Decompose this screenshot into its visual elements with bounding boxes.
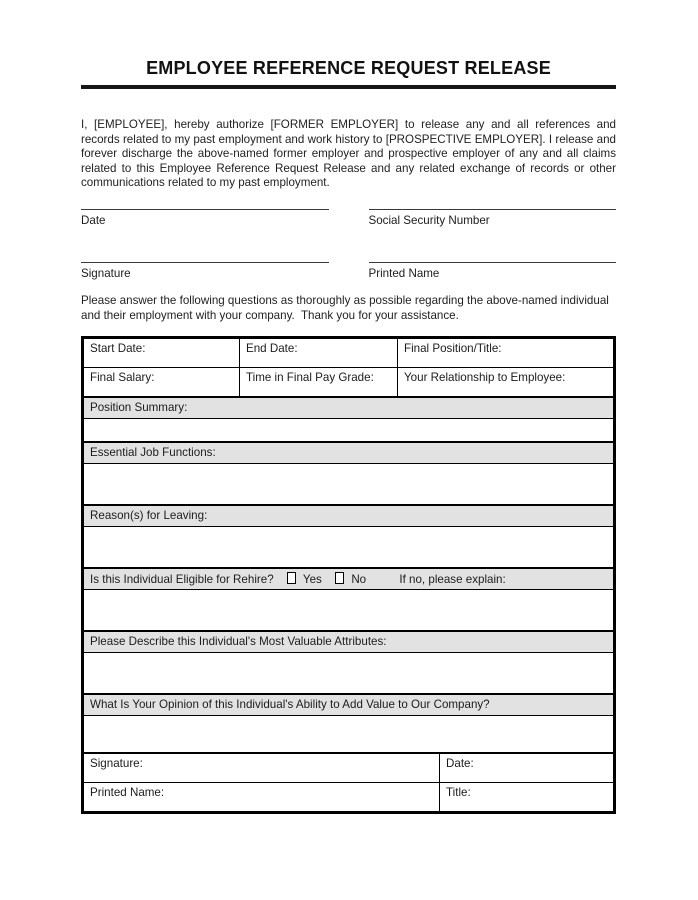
reason-leaving-label-cell <box>84 506 613 526</box>
attributes-label: Please Describe this Individual's Most Valuable Attributes: <box>90 635 387 649</box>
table-row-salary <box>84 367 613 396</box>
reason-leaving-label: Reason(s) for Leaving: <box>90 509 208 523</box>
time-in-grade-cell[interactable] <box>240 368 398 396</box>
position-summary-answer-row <box>84 418 613 441</box>
footer-signature-cell[interactable] <box>84 754 440 782</box>
instruction-paragraph: Please answer the following questions as thoroughly as possible regarding the above-named individual and their employment with your company. Thank you for your assistance. <box>81 293 613 322</box>
rehire-yes-label: Yes <box>302 573 322 587</box>
opinion-answer-area[interactable] <box>84 716 613 752</box>
start-date-label: Start Date: <box>90 342 146 356</box>
footer-date-label: Date: <box>446 757 474 771</box>
essential-functions-header <box>84 441 613 463</box>
footer-printed-name-label: Printed Name: <box>90 786 165 800</box>
rehire-label-cell <box>84 569 613 589</box>
essential-functions-answer-row <box>84 463 613 504</box>
footer-signature-label: Signature: <box>90 757 143 771</box>
attributes-header <box>84 630 613 652</box>
reason-leaving-answer-area[interactable] <box>84 527 613 567</box>
opinion-header <box>84 693 613 715</box>
attributes-answer-area[interactable] <box>84 653 613 693</box>
end-date-cell[interactable] <box>240 339 398 367</box>
relationship-label: Your Relationship to Employee: <box>404 371 566 385</box>
reason-leaving-answer-row <box>84 526 613 567</box>
rehire-explain-label: If no, please explain: <box>399 573 506 587</box>
footer-date-cell[interactable] <box>440 754 613 782</box>
time-in-grade-label: Time in Final Pay Grade: <box>246 371 374 385</box>
opinion-answer-row <box>84 715 613 752</box>
footer-printed-name-cell[interactable] <box>84 783 440 811</box>
attributes-answer-row <box>84 652 613 693</box>
signature-label: Signature <box>81 266 131 280</box>
table-row-dates <box>84 339 613 367</box>
position-summary-label: Position Summary: <box>90 401 188 415</box>
footer-title-cell[interactable] <box>440 783 613 811</box>
rehire-answer-area[interactable] <box>84 590 613 630</box>
essential-functions-label-cell <box>84 443 613 463</box>
final-position-cell[interactable] <box>398 339 613 367</box>
opinion-label-cell <box>84 695 613 715</box>
reason-leaving-header <box>84 504 613 526</box>
signature-field <box>81 262 329 280</box>
essential-functions-answer-area[interactable] <box>84 464 613 504</box>
position-summary-answer-area[interactable] <box>84 419 613 441</box>
position-summary-label-cell <box>84 398 613 418</box>
title-rule <box>81 85 616 89</box>
essential-functions-label: Essential Job Functions: <box>90 446 216 460</box>
rehire-yes-checkbox[interactable] <box>287 572 296 584</box>
attributes-label-cell <box>84 632 613 652</box>
relationship-cell[interactable] <box>398 368 613 396</box>
start-date-cell[interactable] <box>84 339 240 367</box>
printed-name-field <box>369 262 617 280</box>
end-date-label: End Date: <box>246 342 298 356</box>
position-summary-header <box>84 396 613 418</box>
rehire-no-label: No <box>351 573 367 587</box>
acknowledgment-row-1 <box>81 209 616 227</box>
rehire-answer-row <box>84 589 613 630</box>
rehire-no-checkbox[interactable] <box>335 572 344 584</box>
table-row-signature <box>84 752 613 782</box>
opinion-label: What Is Your Opinion of this Individual's Ability to Add Value to Our Company? <box>90 698 490 712</box>
footer-title-label: Title: <box>446 786 471 800</box>
ssn-label: Social Security Number <box>368 213 490 227</box>
document-title: EMPLOYEE REFERENCE REQUEST RELEASE <box>146 58 551 78</box>
document-page <box>81 0 616 814</box>
ssn-field <box>369 209 617 227</box>
final-position-label: Final Position/Title: <box>404 342 502 356</box>
printed-name-label: Printed Name <box>368 266 440 280</box>
rehire-header <box>84 567 613 589</box>
acknowledgment-row-2 <box>81 262 616 280</box>
table-row-printed-name <box>84 782 613 811</box>
final-salary-label: Final Salary: <box>90 371 155 385</box>
final-salary-cell[interactable] <box>84 368 240 396</box>
authorization-paragraph: I, [EMPLOYEE], hereby authorize [FORMER EMPLOYER] to release any and all references and records related to my past employment and work history to [PROSPECTIVE EMPLOYER]. I release and forever discharge the above-named former employer and prospective employer of any and all claims related to this Employee Reference Request Release and any related exchange of records or other communications related to my past employment. <box>81 118 616 190</box>
reference-question-table <box>81 336 616 814</box>
date-label: Date <box>81 213 106 227</box>
date-field <box>81 209 329 227</box>
rehire-question-label: Is this Individual Eligible for Rehire? <box>90 573 274 587</box>
